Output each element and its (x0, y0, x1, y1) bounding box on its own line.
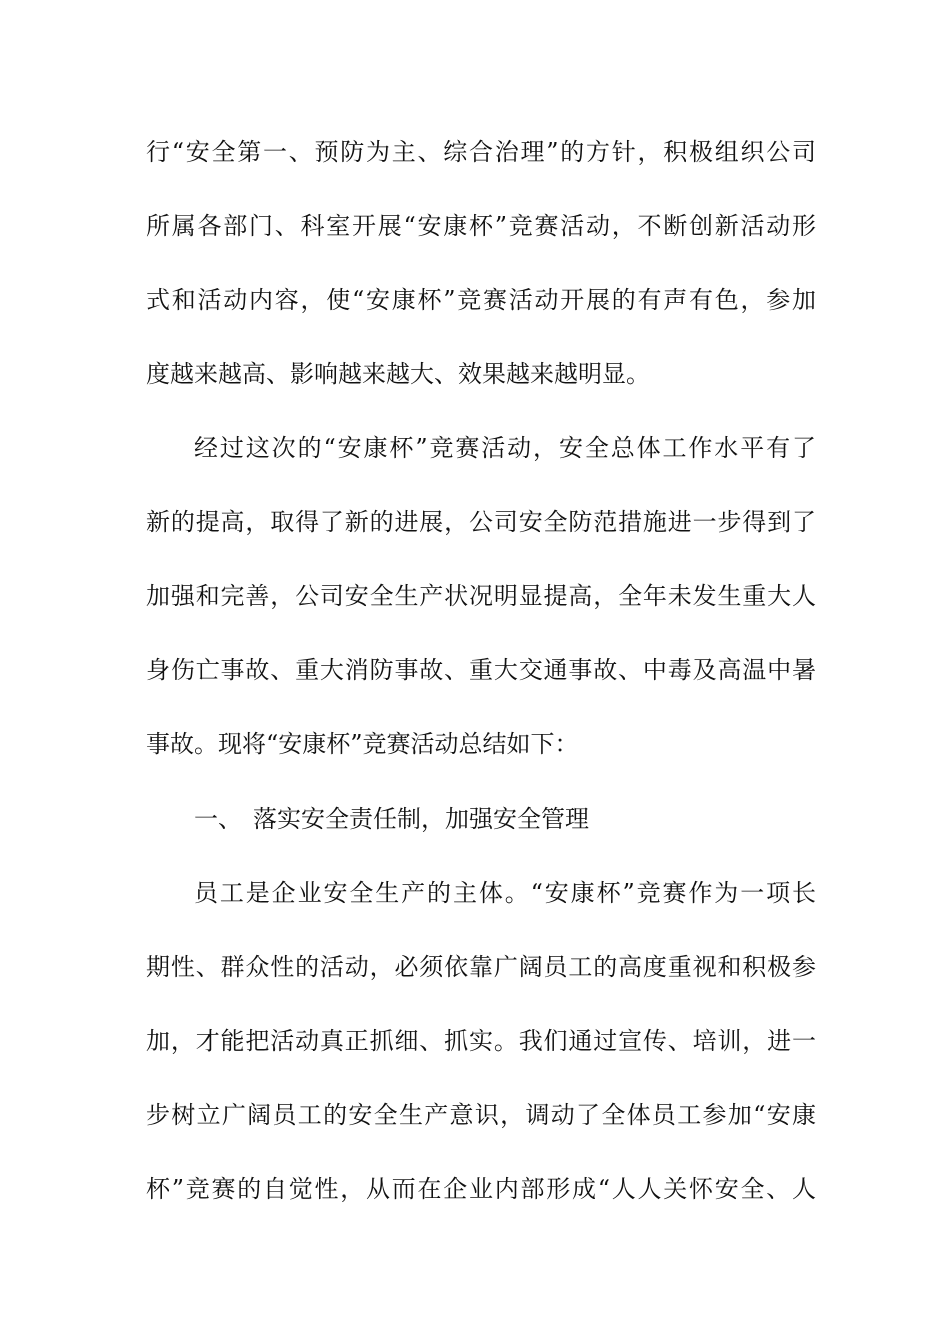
paragraph-1-line-3: 式和活动内容，使“安康杯”竞赛活动开展的有声有色，参加 (146, 286, 816, 314)
paragraph-2-line-3: 加强和完善，公司安全生产状况明显提高，全年未发生重大人 (146, 582, 816, 610)
paragraph-2-line-4: 身伤亡事故、重大消防事故、重大交通事故、中毒及高温中暑 (146, 656, 816, 684)
paragraph-3-line-2: 期性、群众性的活动，必须依靠广阔员工的高度重视和积极参 (146, 953, 816, 981)
section-heading-title: 落实安全责任制，加强安全管理 (253, 805, 589, 833)
paragraph-3-line-1: 员工是企业安全生产的主体。“安康杯”竞赛作为一项长 (194, 879, 816, 907)
paragraph-1-line-2: 所属各部门、科室开展“安康杯”竞赛活动，不断创新活动形 (146, 212, 816, 240)
section-heading-number: 一、 (194, 805, 242, 833)
paragraph-2-line-1: 经过这次的“安康杯”竞赛活动，安全总体工作水平有了 (194, 434, 816, 462)
paragraph-3-line-4: 步树立广阔员工的安全生产意识，调动了全体员工参加“安康 (146, 1101, 816, 1129)
paragraph-1-line-4: 度越来越高、影响越来越大、效果越来越明显。 (146, 360, 650, 388)
paragraph-2-line-5: 事故。现将“安康杯”竞赛活动总结如下： (146, 730, 579, 758)
paragraph-2-line-2: 新的提高，取得了新的进展，公司安全防范措施进一步得到了 (146, 508, 816, 536)
paragraph-1-line-1: 行“安全第一、预防为主、综合治理”的方针，积极组织公司 (146, 138, 816, 166)
paragraph-3-line-3: 加，才能把活动真正抓细、抓实。我们通过宣传、培训，进一 (146, 1027, 816, 1055)
paragraph-3-line-5: 杯”竞赛的自觉性，从而在企业内部形成“人人关怀安全、人 (146, 1175, 816, 1203)
